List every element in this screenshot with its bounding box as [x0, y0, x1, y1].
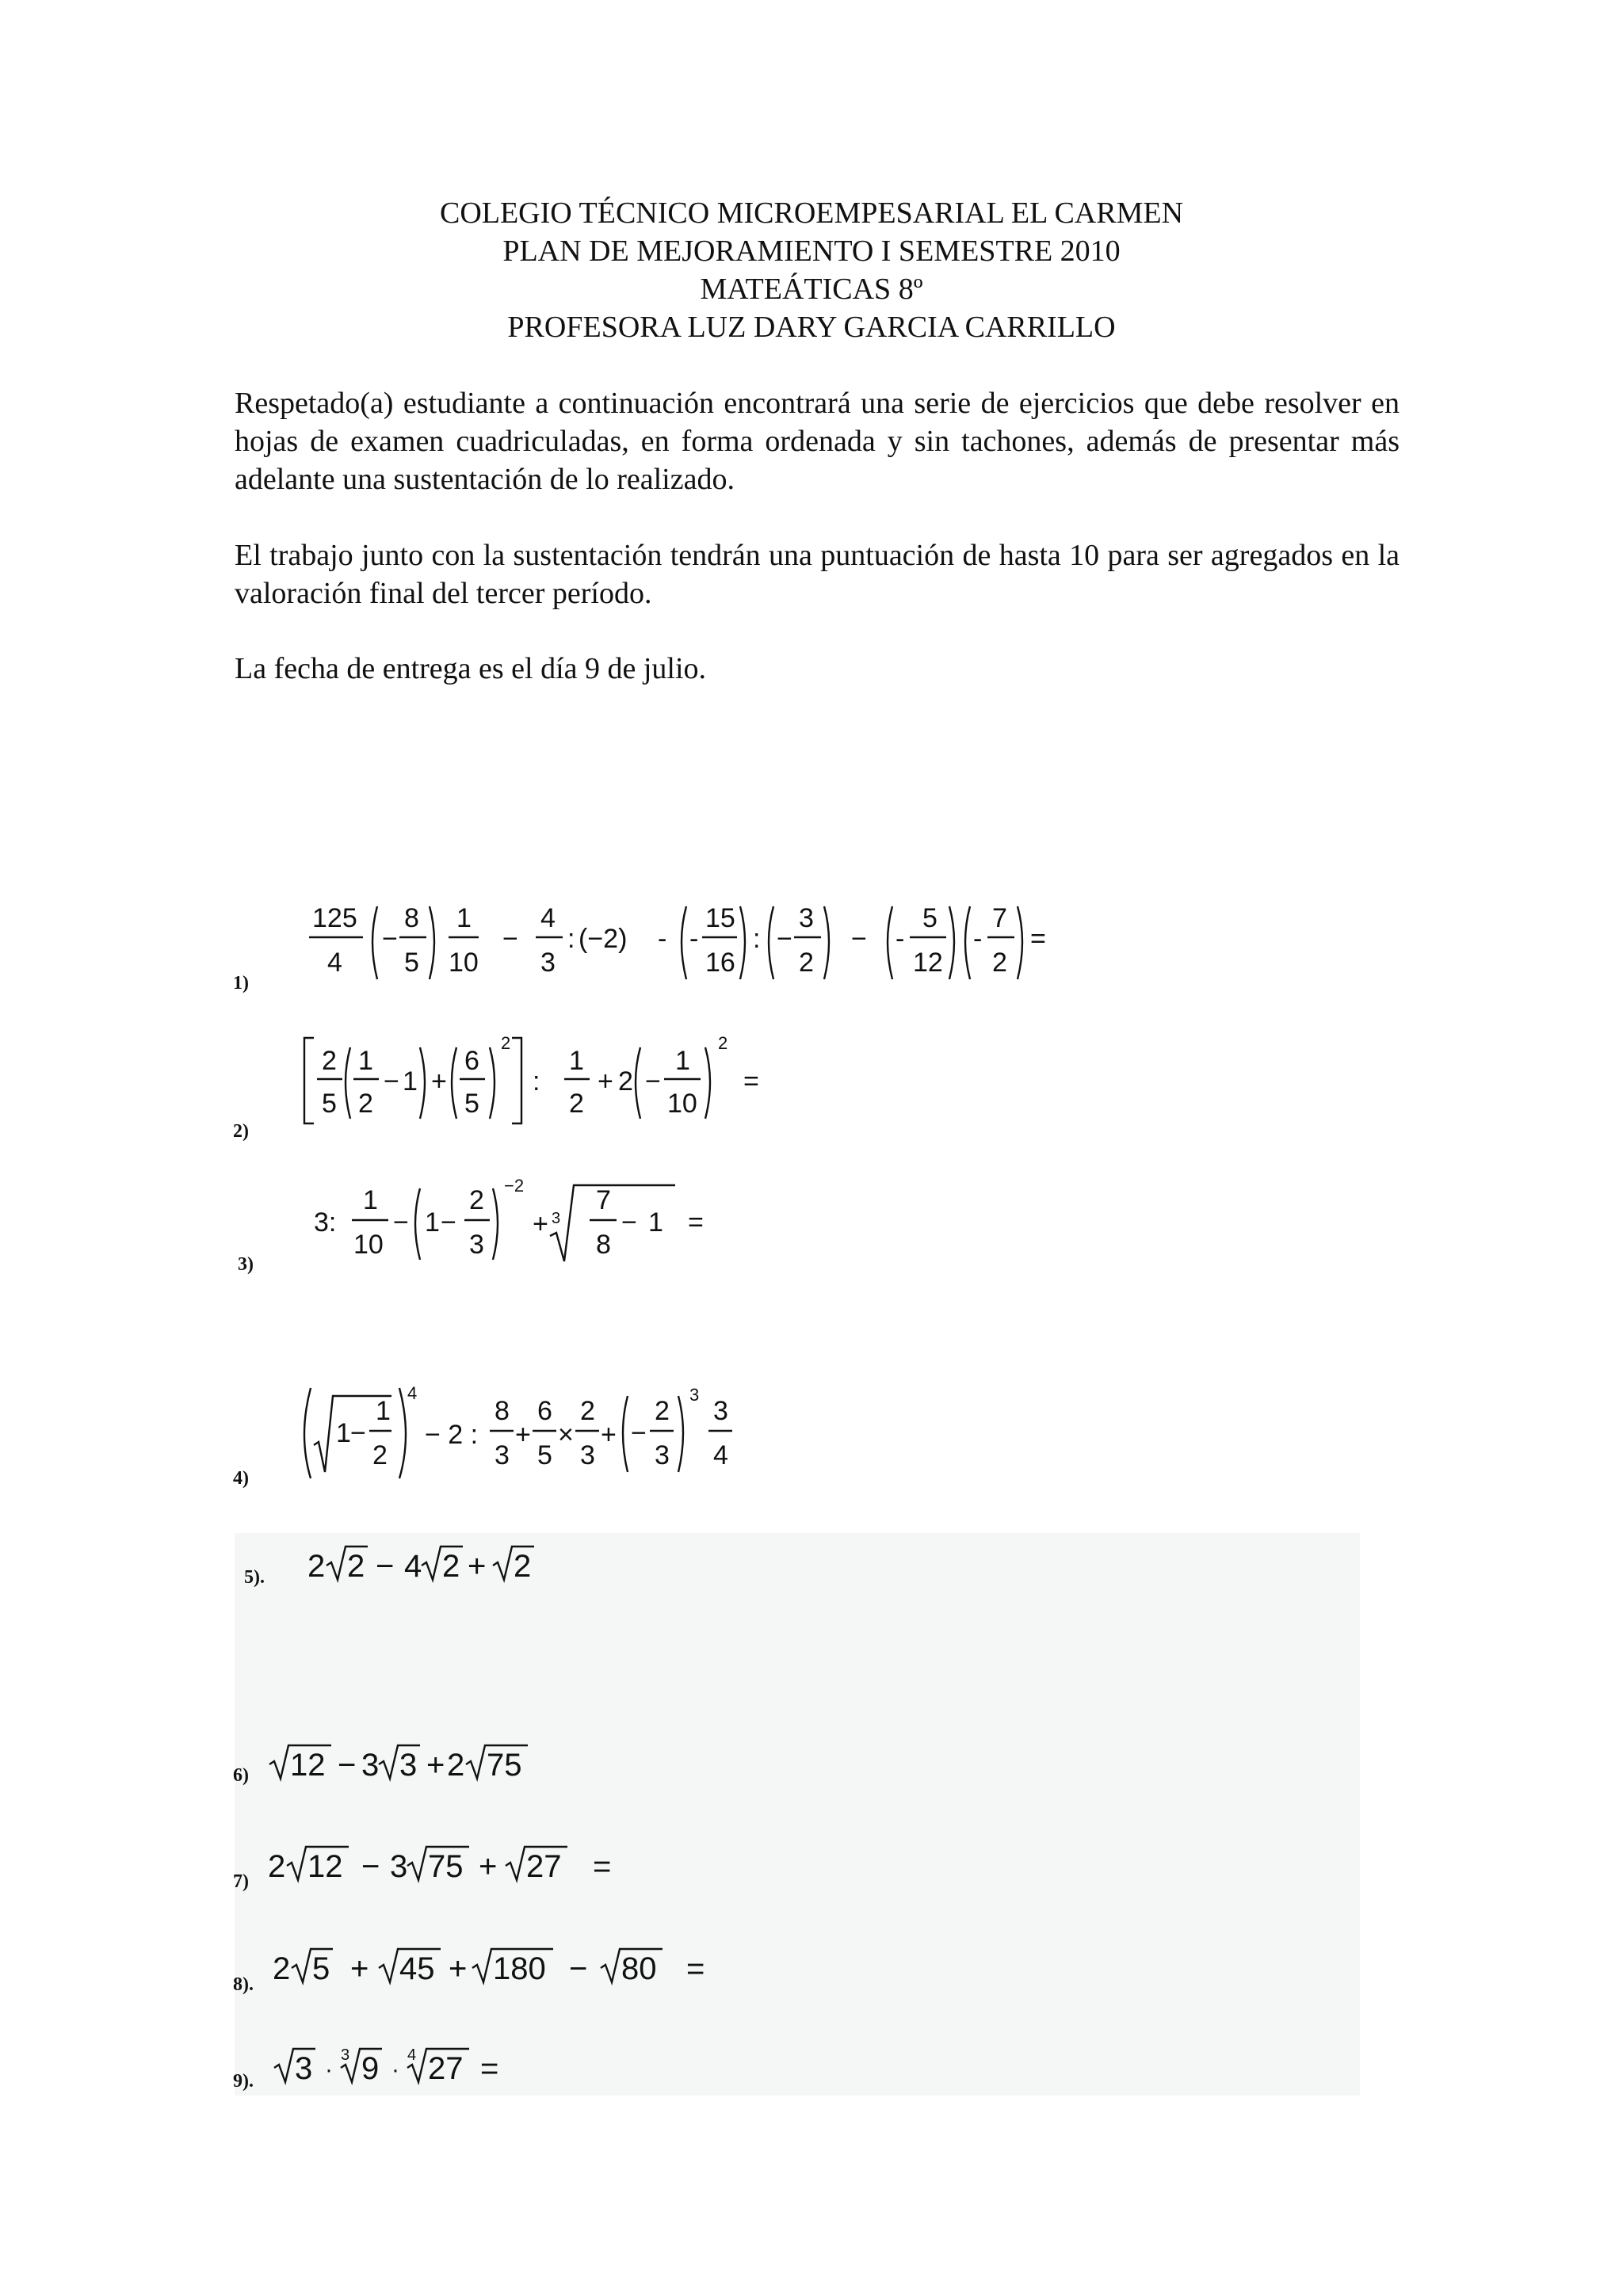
denominator: 3	[495, 1440, 510, 1470]
minus-sign: −	[393, 1207, 409, 1238]
radicand: 3	[399, 1748, 418, 1783]
exercise-number-7: 7)	[233, 1871, 249, 1892]
radicand: 12	[307, 1849, 343, 1884]
numerator: 1	[569, 1046, 584, 1076]
plus-sign: +	[598, 1066, 613, 1097]
school-name: COLEGIO TÉCNICO MICROEMPESARIAL EL CARMEN	[439, 196, 1184, 230]
numerator: 1	[376, 1396, 391, 1426]
operand: 2	[618, 1066, 633, 1097]
numerator: 1	[363, 1185, 378, 1215]
root-index: 3	[552, 1210, 561, 1227]
exercise-number-6: 6)	[233, 1765, 249, 1786]
minus-sign: −	[851, 924, 867, 954]
plus-sign: +	[468, 1549, 487, 1584]
exercise-8-expression	[271, 1943, 778, 1990]
minus-sign: −	[384, 1066, 399, 1097]
root-index: 3	[341, 2046, 350, 2064]
numerator: 1	[456, 903, 472, 933]
denominator: 2	[569, 1089, 584, 1119]
plus-sign: +	[426, 1748, 445, 1783]
multiplication-dot: ·	[391, 2057, 399, 2083]
minus-sign: −	[441, 1207, 456, 1238]
numerator: 2	[580, 1396, 595, 1426]
denominator: 3	[469, 1230, 484, 1260]
intro-paragraph-due-date: La fecha de entrega es el día 9 de julio.	[235, 652, 707, 685]
minus-sign: −	[350, 1418, 366, 1448]
radicand: 45	[399, 1951, 435, 1986]
exponent: 4	[407, 1383, 418, 1403]
coefficient: 3	[361, 1748, 380, 1783]
denominator: 8	[596, 1230, 611, 1260]
radicand: 2	[347, 1549, 365, 1584]
plan-title: PLAN DE MEJORAMIENTO I SEMESTRE 2010	[502, 235, 1121, 268]
radicand: 12	[290, 1748, 326, 1783]
plus-sign: +	[479, 1849, 498, 1884]
exercise-2-expression	[298, 1030, 789, 1141]
radicand: 27	[428, 2051, 464, 2086]
division-sign: :	[753, 924, 761, 954]
plus-sign: +	[431, 1066, 447, 1097]
exercise-7-expression	[266, 1840, 678, 1888]
exponent: −2	[504, 1176, 525, 1196]
numerator: 1	[675, 1046, 690, 1076]
denominator: 3	[540, 948, 556, 978]
exercise-9-expression	[273, 2042, 621, 2090]
denominator: 10	[667, 1089, 697, 1119]
exercise-6-expression	[268, 1739, 585, 1787]
denominator: 16	[705, 948, 735, 978]
exercise-number-5: 5).	[244, 1567, 265, 1588]
teacher-name: PROFESORA LUZ DARY GARCIA CARRILLO	[507, 311, 1116, 344]
denominator: 3	[580, 1440, 595, 1470]
exercise-number-2: 2)	[233, 1121, 249, 1142]
exponent: 2	[718, 1033, 728, 1053]
denominator: 2	[372, 1440, 388, 1470]
numerator: 2	[322, 1046, 337, 1076]
division-sign: :	[567, 924, 575, 954]
numerator: 7	[992, 903, 1007, 933]
numerator: 6	[537, 1396, 552, 1426]
exercise-1-expression	[301, 895, 1109, 998]
root-index: 4	[407, 2046, 417, 2064]
minus-sign: −	[645, 1066, 661, 1097]
multiplication-dot: ·	[325, 2057, 333, 2083]
numerator: 8	[404, 903, 419, 933]
intro-paragraph-instructions: Respetado(a) estudiante a continuación encontrará una serie de ejercicios que debe resolver en hojas de examen cuadriculadas, en forma ordenada y sin tachones, además de presentar más adelante una sustentación de lo realizado.	[235, 387, 1400, 496]
denominator: 4	[713, 1440, 728, 1470]
radicand: 3	[295, 2051, 313, 2086]
radicand: 80	[621, 1951, 657, 1986]
exercise-number-9: 9).	[233, 2071, 254, 2092]
denominator: 2	[799, 948, 814, 978]
radicand: 75	[428, 1849, 464, 1884]
numerator: 8	[495, 1396, 510, 1426]
denominator: 5	[464, 1089, 479, 1119]
exercise-5-expression	[306, 1540, 575, 1588]
numerator: 125	[312, 903, 357, 933]
denominator: 12	[913, 948, 943, 978]
numerator: 7	[596, 1185, 611, 1215]
radicand: 5	[312, 1951, 330, 1986]
equals-sign: =	[480, 2051, 499, 2086]
denominator: 2	[992, 948, 1007, 978]
minus-sign: −	[569, 1951, 588, 1986]
exercise-number-4: 4)	[233, 1468, 249, 1489]
operand: − 2 :	[425, 1420, 479, 1450]
operand: 1	[648, 1207, 663, 1238]
denominator: 10	[353, 1230, 384, 1260]
division-sign: :	[533, 1066, 540, 1097]
coefficient: 2	[447, 1748, 465, 1783]
times-sign: ×	[558, 1420, 574, 1450]
radicand: 27	[526, 1849, 562, 1884]
minus-sign: −	[338, 1748, 357, 1783]
numerator: 3	[713, 1396, 728, 1426]
numerator: 3	[799, 903, 814, 933]
minus-sign: −	[376, 1549, 395, 1584]
radicand: 75	[487, 1748, 522, 1783]
operand: 1	[336, 1418, 351, 1448]
equals-sign: =	[1030, 924, 1046, 954]
operand: 3:	[314, 1207, 337, 1238]
plus-sign: +	[350, 1951, 369, 1986]
minus-sign: -	[658, 924, 667, 954]
operand: 1	[403, 1066, 418, 1097]
exercise-panel-background	[235, 1533, 1360, 2096]
coefficient: 2	[268, 1849, 286, 1884]
denominator: 10	[449, 948, 479, 978]
coefficient: 3	[390, 1849, 408, 1884]
intro-paragraph-grading: El trabajo junto con la sustentación tendrán una puntuación de hasta 10 para ser agregados en la valoración final del tercer período.	[235, 539, 1400, 610]
denominator: 5	[322, 1089, 337, 1119]
denominator: 5	[537, 1440, 552, 1470]
denominator: 4	[327, 948, 342, 978]
numerator: 15	[705, 903, 735, 933]
operand: 1	[425, 1207, 440, 1238]
subject-title: MATEÁTICAS 8º	[700, 273, 923, 306]
radicand: 2	[442, 1549, 460, 1584]
numerator: 4	[540, 903, 556, 933]
numerator: 6	[464, 1046, 479, 1076]
denominator: 2	[358, 1089, 373, 1119]
radicand: 9	[361, 2051, 380, 2086]
exercise-number-1: 1)	[233, 973, 249, 994]
exercise-3-expression	[309, 1173, 721, 1276]
denominator: 5	[404, 948, 419, 978]
minus-sign: -	[896, 924, 905, 954]
exponent: 2	[501, 1033, 511, 1053]
plus-sign: +	[601, 1420, 617, 1450]
exercise-4-expression	[293, 1379, 753, 1489]
numerator: 5	[922, 903, 938, 933]
numerator: 2	[655, 1396, 670, 1426]
denominator: 3	[655, 1440, 670, 1470]
operand: (−2)	[579, 924, 628, 954]
radicand: 2	[514, 1549, 532, 1584]
exercise-number-3: 3)	[238, 1254, 254, 1275]
exponent: 3	[689, 1385, 700, 1405]
coefficient: 2	[307, 1549, 326, 1584]
minus-sign: -	[973, 924, 983, 954]
minus-sign: -	[689, 924, 699, 954]
minus-sign: −	[361, 1849, 380, 1884]
coefficient: 4	[404, 1549, 422, 1584]
radicand: 180	[493, 1951, 546, 1986]
plus-sign: +	[449, 1951, 468, 1986]
equals-sign: =	[743, 1066, 759, 1097]
exercise-number-8: 8).	[233, 1974, 254, 1995]
minus-sign: −	[631, 1418, 647, 1448]
equals-sign: =	[686, 1951, 705, 1986]
minus-sign: −	[502, 924, 518, 954]
plus-sign: +	[515, 1420, 531, 1450]
minus-sign: −	[382, 924, 398, 954]
numerator: 1	[358, 1046, 373, 1076]
minus-sign: −	[621, 1207, 637, 1238]
minus-sign: −	[777, 924, 792, 954]
equals-sign: =	[593, 1849, 612, 1884]
equals-sign: =	[688, 1207, 704, 1238]
coefficient: 2	[273, 1951, 291, 1986]
plus-sign: +	[533, 1209, 548, 1239]
numerator: 2	[469, 1185, 484, 1215]
